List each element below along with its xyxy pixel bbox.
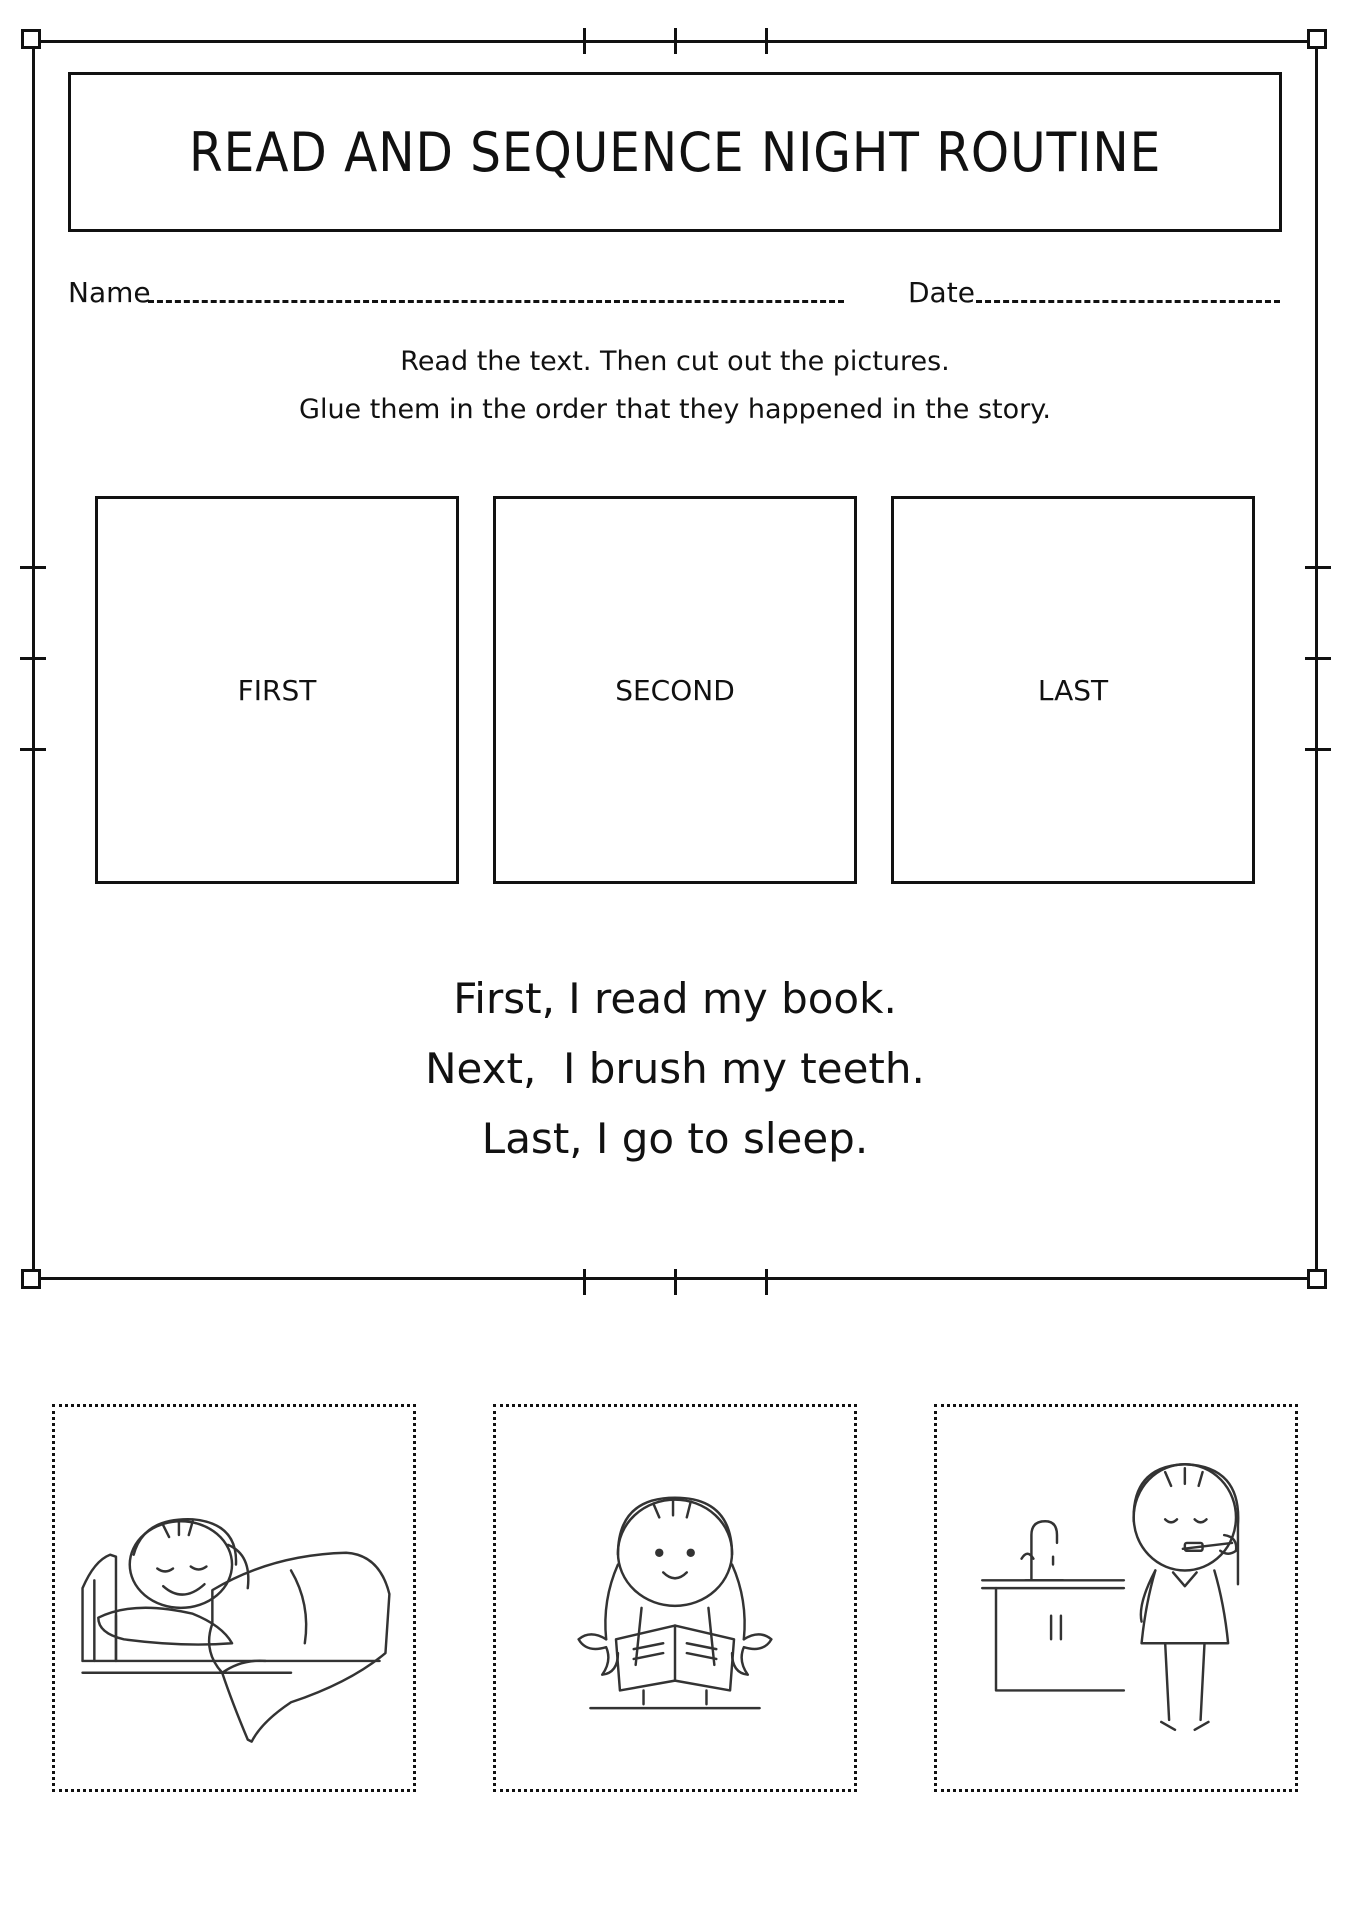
name-field[interactable] <box>148 300 844 303</box>
frame-tick <box>674 1269 677 1295</box>
sequence-box-label: SECOND <box>615 673 735 707</box>
name-label: Name <box>68 276 151 309</box>
cutout-card-sleeping[interactable] <box>52 1404 416 1792</box>
date-field[interactable] <box>976 300 1280 303</box>
date-label: Date <box>908 276 975 309</box>
frame-tick <box>674 28 677 54</box>
frame-tick <box>765 28 768 54</box>
frame-tick <box>20 748 46 751</box>
frame-corner-bottom-right <box>1307 1269 1327 1289</box>
cutout-card-reading[interactable] <box>493 1404 857 1792</box>
story-line-1: First, I read my book. <box>453 974 897 1023</box>
girl-reading-book-icon <box>496 1407 854 1789</box>
sequence-box-label: FIRST <box>237 673 317 707</box>
frame-tick <box>1305 657 1331 660</box>
frame-corner-bottom-left <box>21 1269 41 1289</box>
instruction-line-1: Read the text. Then cut out the pictures. <box>400 346 950 377</box>
frame-corner-top-right <box>1307 29 1327 49</box>
sequence-box-second[interactable] <box>493 496 857 884</box>
frame-tick <box>20 657 46 660</box>
story-line-3: Last, I go to sleep. <box>481 1114 869 1163</box>
girl-brushing-teeth-icon <box>937 1407 1295 1789</box>
frame-corner-top-left <box>21 29 41 49</box>
instruction-line-2: Glue them in the order that they happened in the story. <box>299 394 1051 425</box>
frame-tick <box>583 1269 586 1295</box>
sequence-box-last[interactable] <box>891 496 1255 884</box>
story-line-2: Next, I brush my teeth. <box>425 1044 925 1093</box>
page-title: READ AND SEQUENCE NIGHT ROUTINE <box>188 120 1162 184</box>
frame-tick <box>583 28 586 54</box>
frame-tick <box>1305 566 1331 569</box>
sequence-box-label: LAST <box>1037 673 1109 707</box>
title-box <box>68 72 1282 232</box>
frame-tick <box>765 1269 768 1295</box>
sequence-box-first[interactable] <box>95 496 459 884</box>
frame-tick <box>1305 748 1331 751</box>
girl-sleeping-in-bed-icon <box>55 1407 413 1789</box>
cutout-card-brushing[interactable] <box>934 1404 1298 1792</box>
frame-tick <box>20 566 46 569</box>
